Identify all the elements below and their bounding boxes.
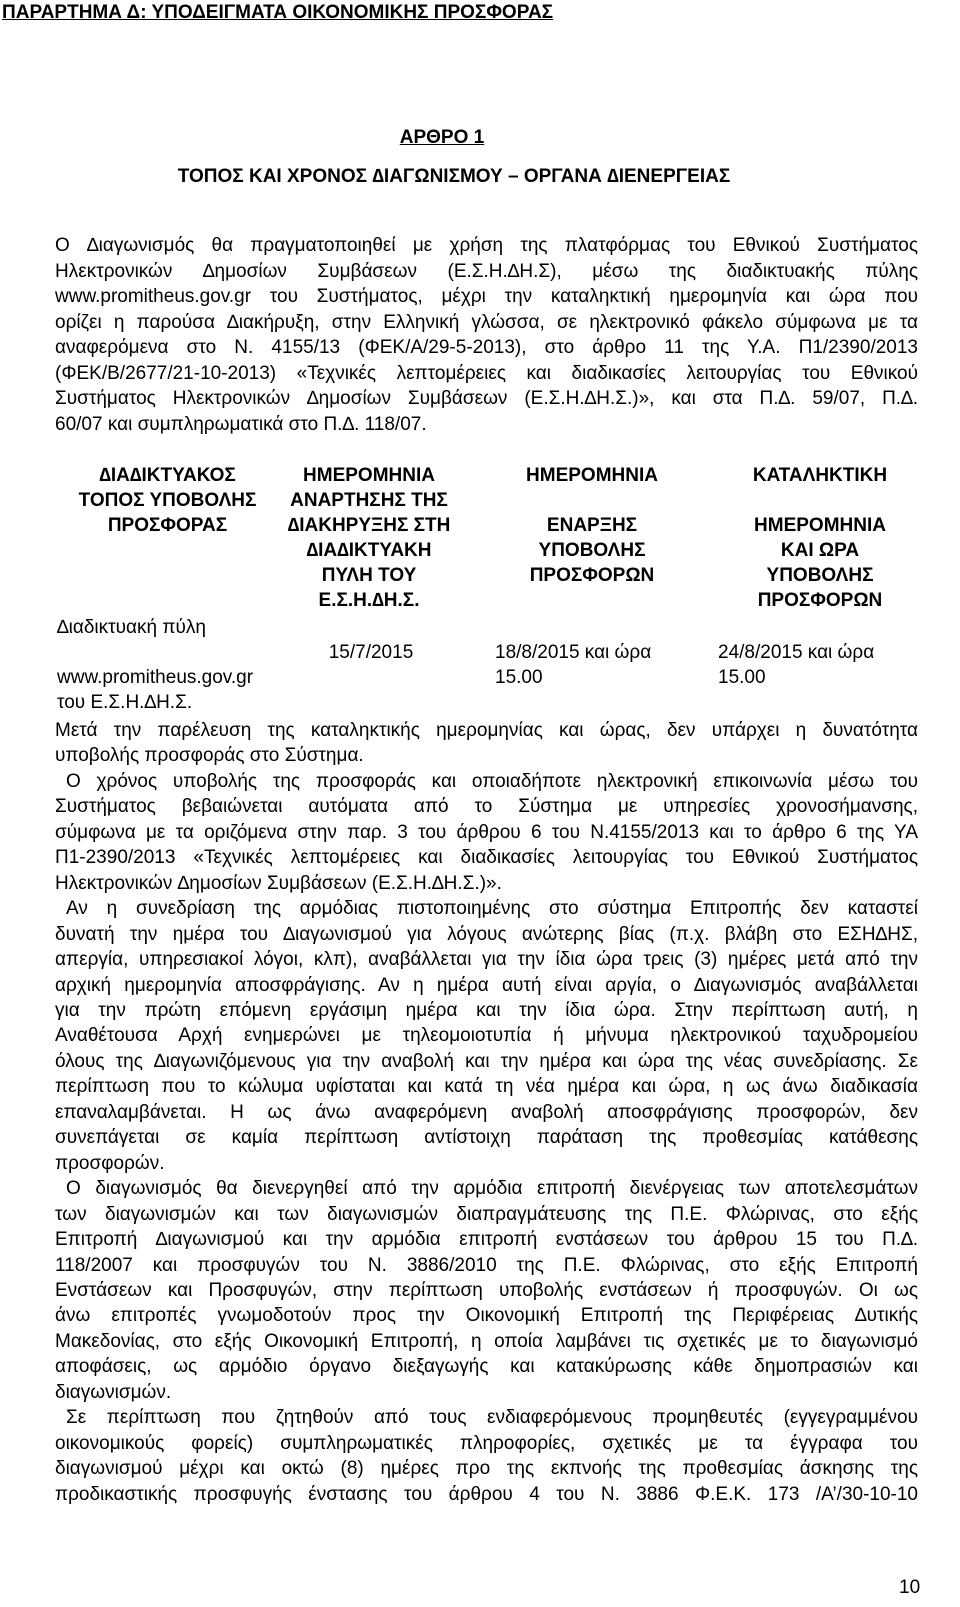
text-line: Αναθέτουσα Αρχή ενημερώνει με τηλεομοιοτυπία ή μήνυμα ηλεκτρονικού ταχυδρομείου xyxy=(55,1025,918,1047)
body-text xyxy=(55,718,918,1507)
header-line: ∆ΙΑ∆ΙΚΤΥΑΚΟΣ xyxy=(99,465,236,486)
text-line: διαγωνισμών. xyxy=(55,1381,172,1403)
header-line: ΠΡΟΣΦΟΡΑΣ xyxy=(107,515,228,536)
text-line: υποβολής προσφοράς στο Σύστημα. xyxy=(55,745,364,767)
text-line: (ΦΕΚ/Β/2677/21-10-2013) «Τεχνικές λεπτομέρειες και διαδικασίες λειτουργίας του Εθνικού xyxy=(55,362,918,384)
header-line: ΥΠΟΒΟΛΗΣ xyxy=(538,540,646,561)
cell-deadline xyxy=(718,640,874,690)
cell-line: www.promitheus.gov.gr xyxy=(57,667,254,688)
text-line: διαγωνισμού μέχρι και οκτώ (8) ημέρες προ της εκπνοής της προθεσμίας άσκησης της xyxy=(55,1458,918,1480)
header-line: ΤΟΠΟΣ ΥΠΟΒΟΛΗΣ xyxy=(78,490,257,511)
header-line: ΗΜΕΡΟΜΗΝΙΑ xyxy=(526,465,658,486)
paragraph xyxy=(55,769,918,896)
header-line: Ε.Σ.Η.∆Η.Σ. xyxy=(318,590,420,611)
text-line: αρχική ημερομηνία αποσφράγισης. Αν η ημέρα αυτή είναι αργία, ο ∆ιαγωνισμός αναβάλλεται xyxy=(55,974,918,996)
header-line: ΚΑΤΑΛΗΚΤΙΚΗ xyxy=(752,465,888,486)
text-line: Επιτροπή ∆ιαγωνισμού και την αρμόδια επιτροπή ενστάσεων του άρθρου 15 του Π.∆. xyxy=(55,1229,918,1251)
page-number: 10 xyxy=(899,1577,921,1598)
header-line: ∆ΙΑ∆ΙΚΤΥΑΚΗ xyxy=(306,540,432,561)
text-line: Μετά την παρέλευση της καταληκτικής ημερομηνίας και ώρας, δεν υπάρχει η δυνατότητα xyxy=(55,720,918,741)
header-line: ΗΜΕΡΟΜΗΝΙΑ xyxy=(303,465,435,486)
text-line: των διαγωνισμών και των διαγωνισμών διαπραγμάτευσης της Π.Ε. Φλώρινας, στο εξής xyxy=(55,1203,918,1225)
text-line: Σε περίπτωση που ζητηθούν από τους ενδιαφερόμενους προμηθευτές (εγγεγραμμένου xyxy=(66,1407,918,1429)
text-line: Ο διαγωνισμός θα διενεργηθεί από την αρμόδια επιτροπή διενέργειας των αποτελεσμάτων xyxy=(66,1178,918,1200)
header-line: ΚΑΙ ΩΡΑ xyxy=(780,540,860,561)
text-line: Αν η συνεδρίαση της αρμόδιας πιστοποιημένης στο σύστημα Επιτροπής δεν καταστεί xyxy=(66,898,918,920)
text-line: συνεπάγεται σε καμία περίπτωση αντίστοιχη παράταση της προθεσμίας κατάθεσης xyxy=(55,1127,918,1149)
cell-line: του Ε.Σ.Η.∆Η.Σ. xyxy=(57,692,193,713)
header-line: ΠΡΟΣΦΟΡΩΝ xyxy=(529,565,655,586)
text-line: Συστήματος βεβαιώνεται αυτόματα από το Σύστημα με υπηρεσίες χρονοσήμανσης, xyxy=(55,796,918,818)
cell-start-date xyxy=(495,640,651,690)
cell-posting-date xyxy=(270,640,472,665)
article-number: ΑΡΘΡΟ 1 xyxy=(399,127,485,148)
text-line: προσφορών. xyxy=(55,1152,165,1174)
text-line: περίπτωση που το κώλυμα υφίσταται και κατά τη νέα ημέρα και ώρα, η ως άνω διαδικασία xyxy=(55,1076,918,1098)
cell-line: 24/8/2015 και ώρα xyxy=(718,642,875,663)
header-line: ΑΝΑΡΤΗΣΗΣ ΤΗΣ xyxy=(290,490,448,511)
annex-title: ΠΑΡΑΡΤΗΜΑ Δ: ΥΠΟΔΕΙΓΜΑΤΑ ΟΙΚΟΝΟΜΙΚΗΣ ΠΡΟΣΦΟΡΑΣ xyxy=(2,2,554,23)
text-line: Ο ∆ιαγωνισμός θα πραγματοποιηθεί με χρήση της πλατφόρμας του Εθνικού Συστήματος xyxy=(55,235,918,256)
text-line: επαναλαμβάνεται. Η ως άνω αναφερόμενη αναβολή αποσφράγισης προσφορών, δεν xyxy=(55,1101,918,1123)
text-line: www.promitheus.gov.gr του Συστήματος, μέχρι την καταληκτική ημερομηνία και ώρα που xyxy=(55,286,918,307)
header-deadline xyxy=(720,463,920,613)
header-online-venue xyxy=(55,463,280,538)
article-title: ΤΟΠΟΣ ΚΑΙ ΧΡΟΝΟΣ ∆ΙΑΓΩΝΙΣΜΟΥ – ΟΡΓΑΝΑ ∆ΙΕΝΕΡΓΕΙΑΣ xyxy=(177,166,731,187)
cell-online-venue xyxy=(57,615,253,715)
cell-line: 15/7/2015 xyxy=(328,642,414,663)
cell-line: 18/8/2015 και ώρα xyxy=(495,642,652,663)
paragraph xyxy=(55,1405,918,1507)
header-posting-date xyxy=(270,463,468,613)
text-line: Ηλεκτρονικών ∆ημοσίων Συμβάσεων (Ε.Σ.Η.∆Η.Σ), μέσω της διαδικτυακής πύλης xyxy=(55,260,918,282)
text-line: Π1-2390/2013 «Τεχνικές λεπτομέρειες και διαδικασίες λειτουργίας του Εθνικού Συστήματος xyxy=(55,847,918,869)
text-line: δυνατή την ημέρα του ∆ιαγωνισμού για λόγους ανώτερης βίας (π.χ. βλάβη στο ΕΣΗ∆ΗΣ, xyxy=(55,923,918,945)
text-line: Ενστάσεων και Προσφυγών, στην περίπτωση υποβολής ενστάσεων ή προσφυγών. Οι ως xyxy=(55,1279,918,1301)
text-line: 60/07 και συμπληρωματικά στο Π.∆. 118/07. xyxy=(55,413,427,435)
intro-paragraph xyxy=(55,233,918,437)
paragraph xyxy=(55,718,918,769)
header-line: ΕΝΑΡΞΗΣ xyxy=(546,515,638,536)
text-line: άνω επιτροπές γνωμοδοτούν προς την Οικονομική Επιτροπή της Περιφέρειας ∆υτικής xyxy=(55,1305,918,1327)
cell-line: 15.00 xyxy=(495,667,543,688)
text-line: Ο χρόνος υποβολής της προσφοράς και οποιαδήποτε ηλεκτρονική επικοινωνία μέσω του xyxy=(66,770,918,792)
text-line: προδικαστικής προσφυγής ένστασης του άρθρου 4 του Ν. 3886 Φ.Ε.Κ. 173 /Α’/30-10-10 xyxy=(55,1483,918,1505)
header-line: ΠΥΛΗ ΤΟΥ xyxy=(321,565,417,586)
text-line: όλους της ∆ιαγωνιζόμενους για την αναβολή και την ημέρα και ώρα της νέας συνεδρίασης. Σε xyxy=(55,1050,918,1072)
text-line: ορίζει η παρούσα ∆ιακήρυξη, στην Ελληνική γλώσσα, σε ηλεκτρονικό φάκελο σύμφωνα με τα xyxy=(55,311,918,333)
header-line: ΥΠΟΒΟΛΗΣ xyxy=(766,565,874,586)
text-line: αναφερόμενα στο Ν. 4155/13 (ΦΕΚ/Α/29-5-2013), στο άρθρο 11 της Υ.Α. Π1/2390/2013 xyxy=(55,337,918,358)
text-line: για την πρώτη επόμενη εργάσιμη ημέρα και την ίδια ώρα. Στην περίπτωση αυτή, η xyxy=(55,999,918,1021)
text-line: Ηλεκτρονικών ∆ημοσίων Συμβάσεων (Ε.Σ.Η.∆Η.Σ.)». xyxy=(55,872,502,894)
cell-line: ∆ιαδικτυακή πύλη xyxy=(57,617,206,638)
paragraph xyxy=(55,1176,918,1405)
header-start-date xyxy=(490,463,694,588)
text-line: Μακεδονίας, στο εξής Οικονομική Επιτροπή, η οποία λαμβάνει τις σχετικές με το διαγωνισμό xyxy=(55,1330,918,1352)
cell-line: 15.00 xyxy=(718,667,766,688)
header-line: ΗΜΕΡΟΜΗΝΙΑ xyxy=(754,515,886,536)
text-line: αποφάσεις, ως αρμόδιο όργανο διεξαγωγής και κατακύρωσης κάθε δημοπρασιών και xyxy=(55,1356,918,1378)
text-line: οικονομικούς φορείς) συμπληρωματικές πληροφορίες, σχετικές με τα έγγραφα του xyxy=(55,1432,918,1454)
text-line: Συστήματος Ηλεκτρονικών ∆ημοσίων Συμβάσεων (Ε.Σ.Η.∆Η.Σ.)», και στα Π.∆. 59/07, Π.∆. xyxy=(55,388,918,409)
text-line: 118/2007 και προσφυγών του Ν. 3886/2010 της Π.Ε. Φλώρινας, στο εξής Επιτροπή xyxy=(55,1254,918,1276)
text-line: απεργία, υπηρεσιακοί λόγοι, κλπ), αναβάλλεται για την ίδια ώρα τρεις (3) ημέρες μετά από την xyxy=(55,949,918,971)
header-line: ∆ΙΑΚΗΡΥΞΗΣ ΣΤΗ xyxy=(287,515,451,536)
paragraph xyxy=(55,896,918,1176)
header-line: ΠΡΟΣΦΟΡΩΝ xyxy=(757,590,883,611)
text-line: σύμφωνα με τα οριζόμενα στην παρ. 3 του άρθρου 6 του Ν.4155/2013 και το άρθρο 6 της ΥΑ xyxy=(55,821,918,843)
